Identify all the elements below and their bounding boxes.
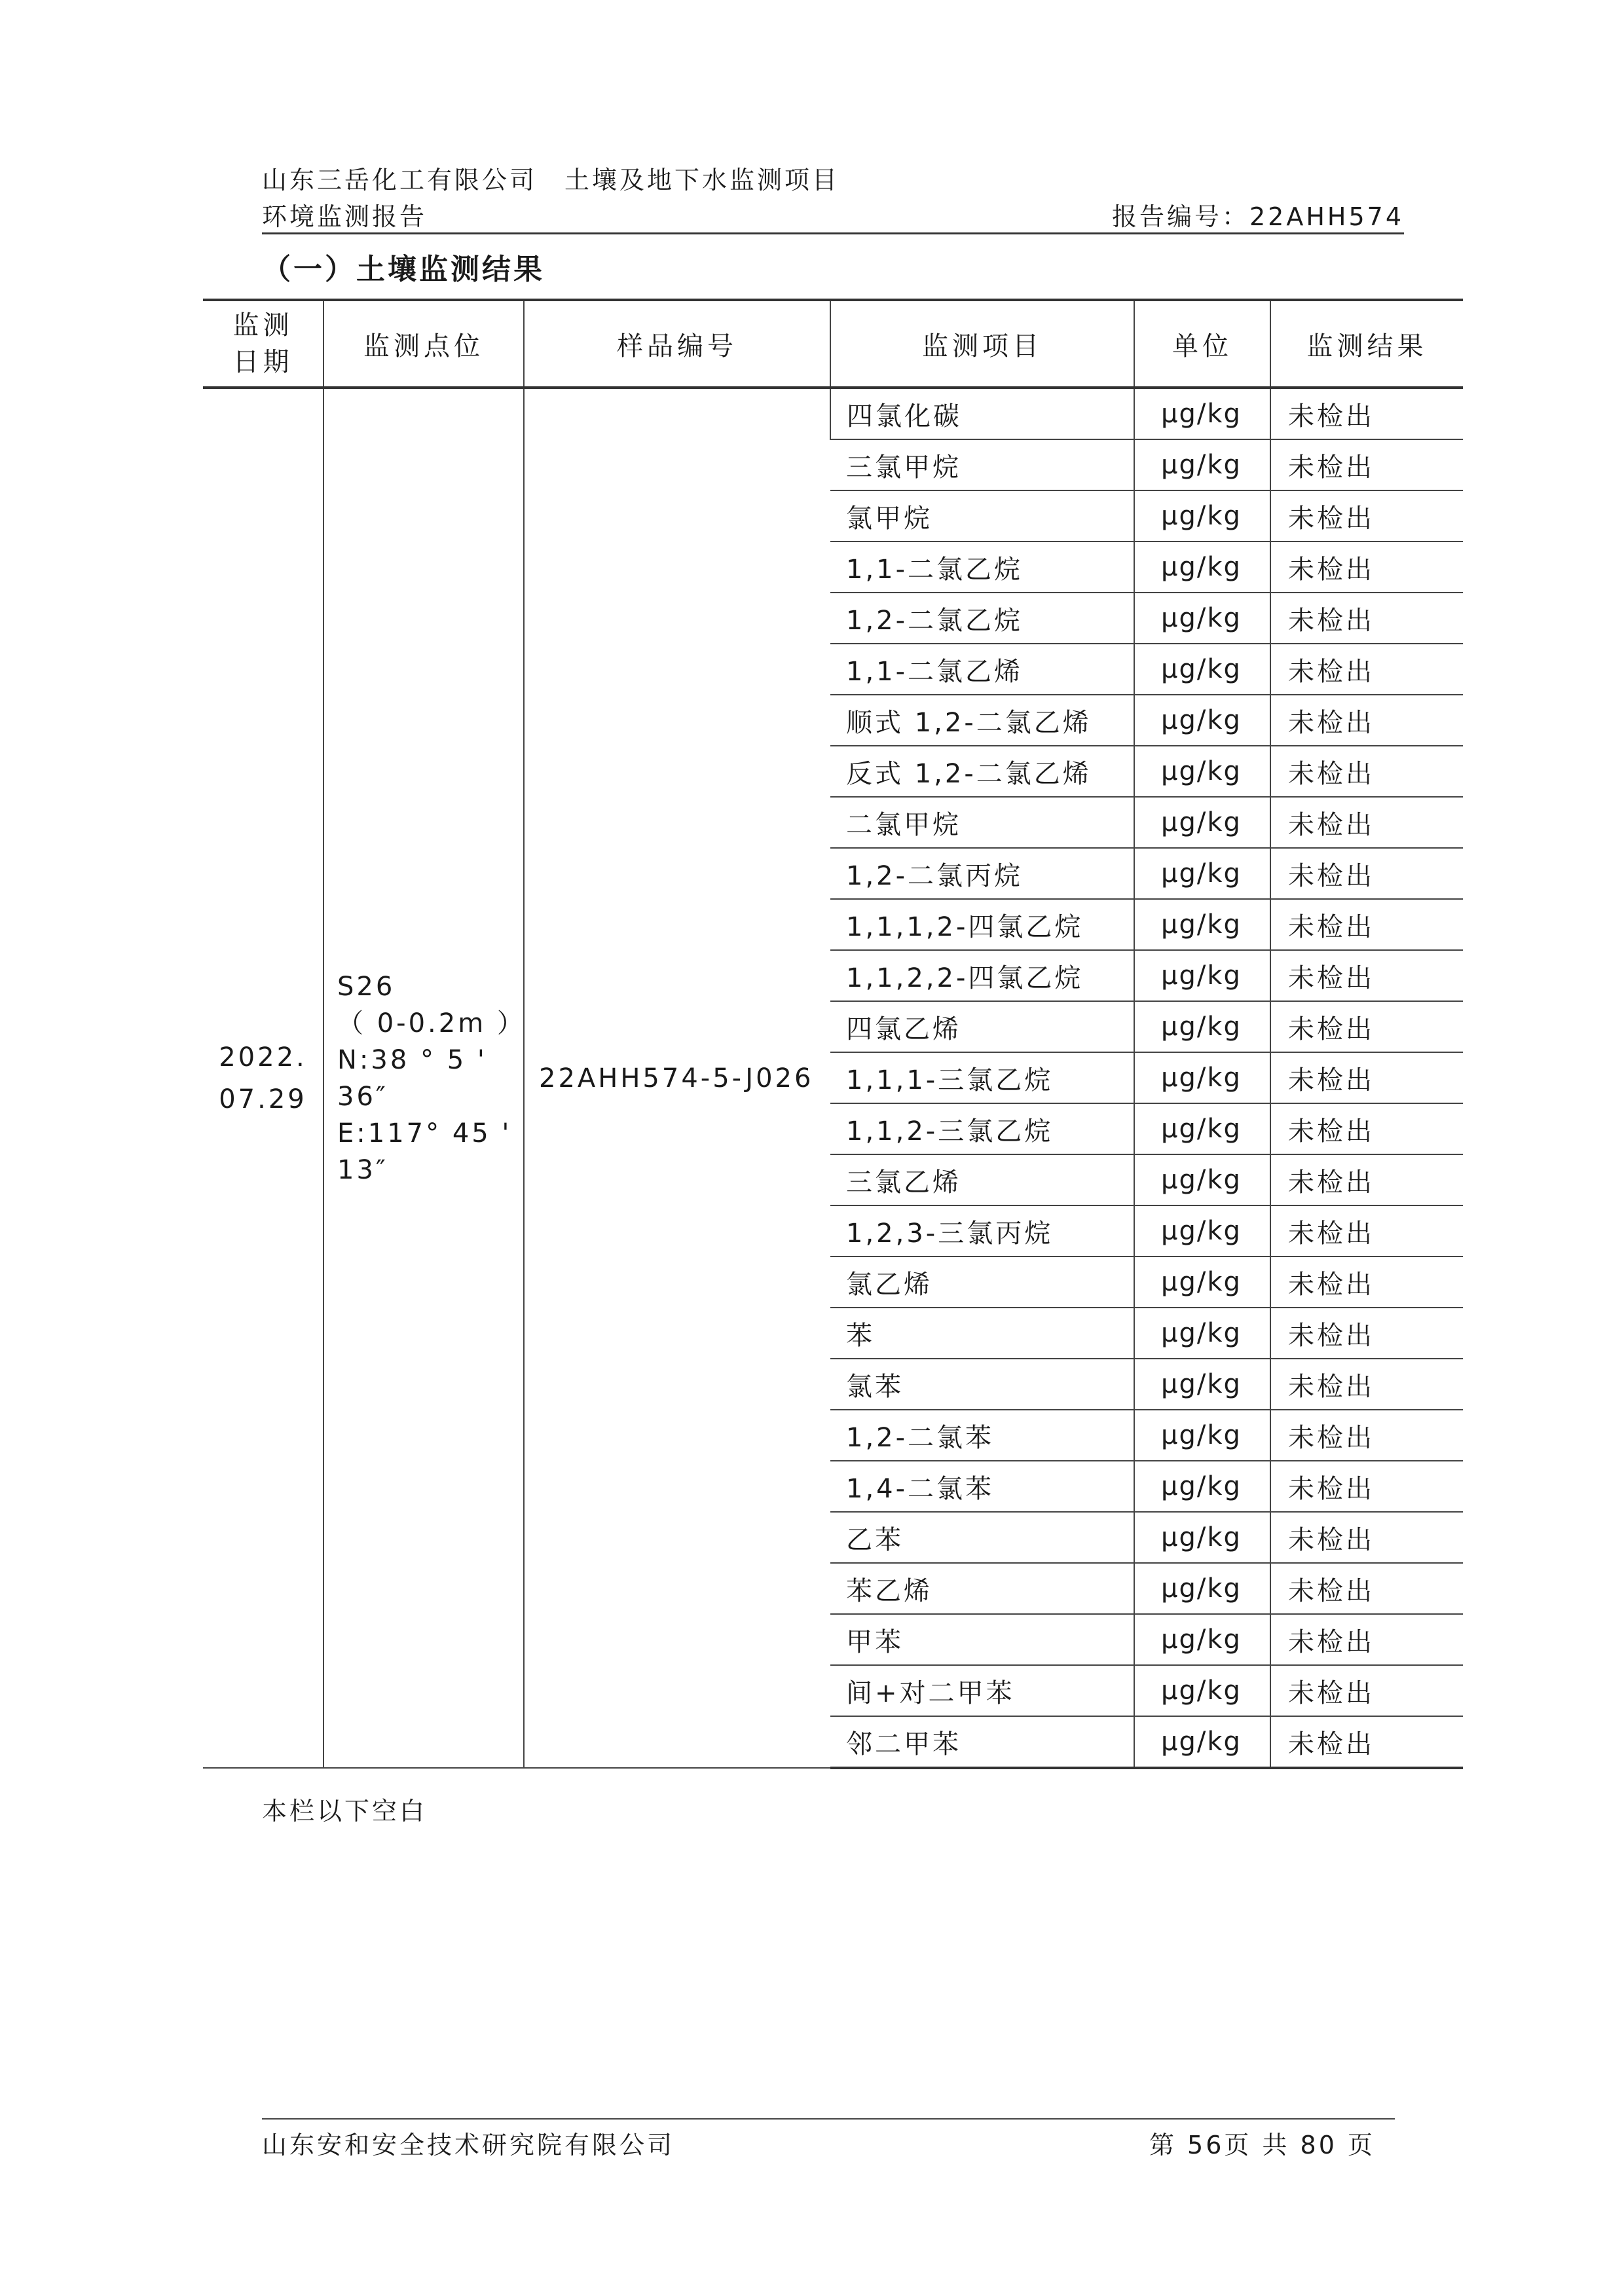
result: 未检出	[1270, 1563, 1463, 1614]
unit: μg/kg	[1134, 490, 1270, 542]
monitoring-item: 二氯甲烷	[830, 797, 1134, 848]
header-report-type: 环境监测报告	[262, 202, 428, 231]
unit: μg/kg	[1134, 950, 1270, 1001]
result: 未检出	[1270, 490, 1463, 542]
column-header-sample-id: 样品编号	[524, 300, 830, 388]
unit: μg/kg	[1134, 1308, 1270, 1359]
monitoring-item: 1,1-二氯乙烷	[830, 542, 1134, 593]
monitoring-item: 间+对二甲苯	[830, 1665, 1134, 1716]
result: 未检出	[1270, 644, 1463, 695]
monitoring-item: 顺式 1,2-二氯乙烯	[830, 695, 1134, 746]
result: 未检出	[1270, 899, 1463, 950]
unit: μg/kg	[1134, 797, 1270, 848]
result: 未检出	[1270, 1461, 1463, 1512]
monitoring-item: 1,2,3-三氯丙烷	[830, 1205, 1134, 1257]
monitoring-item: 1,1,2,2-四氯乙烷	[830, 950, 1134, 1001]
monitoring-item: 反式 1,2-二氯乙烯	[830, 746, 1134, 797]
monitoring-point-line: 36″	[337, 1081, 388, 1112]
result: 未检出	[1270, 797, 1463, 848]
result: 未检出	[1270, 1103, 1463, 1154]
soil-results-table	[203, 299, 1463, 1769]
result: 未检出	[1270, 1001, 1463, 1052]
column-header-result: 监测结果	[1270, 300, 1463, 388]
unit: μg/kg	[1134, 1257, 1270, 1308]
unit: μg/kg	[1134, 593, 1270, 644]
result: 未检出	[1270, 388, 1463, 439]
result: 未检出	[1270, 950, 1463, 1001]
monitoring-point-line: （ 0-0.2m ）	[337, 1008, 526, 1038]
unit: μg/kg	[1134, 1154, 1270, 1205]
monitoring-item: 三氯乙烯	[830, 1154, 1134, 1205]
result: 未检出	[1270, 1614, 1463, 1665]
result: 未检出	[1270, 848, 1463, 899]
result: 未检出	[1270, 1665, 1463, 1716]
result: 未检出	[1270, 1410, 1463, 1461]
monitoring-point-line: 13″	[337, 1154, 388, 1185]
monitoring-item: 1,1,1,2-四氯乙烷	[830, 899, 1134, 950]
monitoring-point	[323, 388, 524, 1768]
result: 未检出	[1270, 695, 1463, 746]
monitoring-item: 乙苯	[830, 1512, 1134, 1563]
unit: μg/kg	[1134, 1665, 1270, 1716]
section-title: （一）土壤监测结果	[262, 253, 545, 286]
monitoring-item: 三氯甲烷	[830, 439, 1134, 490]
monitoring-item: 1,4-二氯苯	[830, 1461, 1134, 1512]
unit: μg/kg	[1134, 1716, 1270, 1768]
header-project-title: 山东三岳化工有限公司 土壤及地下水监测项目	[262, 166, 840, 194]
monitoring-item: 苯乙烯	[830, 1563, 1134, 1614]
sample-id: 22AHH574-5-J026	[524, 388, 830, 1768]
unit: μg/kg	[1134, 644, 1270, 695]
result: 未检出	[1270, 1052, 1463, 1103]
result: 未检出	[1270, 1205, 1463, 1257]
result: 未检出	[1270, 439, 1463, 490]
result: 未检出	[1270, 593, 1463, 644]
column-header-item: 监测项目	[830, 300, 1134, 388]
result: 未检出	[1270, 1512, 1463, 1563]
monitoring-item: 四氯化碳	[830, 388, 1134, 439]
monitoring-point-line: S26	[337, 971, 396, 1002]
monitoring-item: 1,1,2-三氯乙烷	[830, 1103, 1134, 1154]
unit: μg/kg	[1134, 848, 1270, 899]
unit: μg/kg	[1134, 695, 1270, 746]
monitoring-item: 氯苯	[830, 1359, 1134, 1410]
monitoring-point-line: E:117° 45 '	[337, 1118, 512, 1148]
result: 未检出	[1270, 1308, 1463, 1359]
unit: μg/kg	[1134, 1614, 1270, 1665]
monitoring-point-line: N:38 ° 5 '	[337, 1044, 487, 1075]
monitoring-item: 1,2-二氯苯	[830, 1410, 1134, 1461]
result: 未检出	[1270, 1359, 1463, 1410]
result: 未检出	[1270, 1154, 1463, 1205]
table-header-row	[203, 300, 1463, 388]
monitoring-date: 2022. 07.29	[203, 388, 323, 1768]
unit: μg/kg	[1134, 1512, 1270, 1563]
unit: μg/kg	[1134, 1410, 1270, 1461]
result: 未检出	[1270, 746, 1463, 797]
monitoring-item: 1,1,1-三氯乙烷	[830, 1052, 1134, 1103]
unit: μg/kg	[1134, 388, 1270, 439]
table-row	[203, 388, 1463, 439]
monitoring-item: 甲苯	[830, 1614, 1134, 1665]
monitoring-item: 四氯乙烯	[830, 1001, 1134, 1052]
blank-below-note: 本栏以下空白	[262, 1797, 428, 1826]
unit: μg/kg	[1134, 746, 1270, 797]
footer-page-number: 第 56页 共 80 页	[1149, 2131, 1375, 2159]
monitoring-item: 1,1-二氯乙烯	[830, 644, 1134, 695]
column-header-point: 监测点位	[323, 300, 524, 388]
footer-divider	[262, 2118, 1395, 2120]
column-header-date: 监测 日期	[203, 300, 323, 388]
monitoring-item: 1,2-二氯丙烷	[830, 848, 1134, 899]
monitoring-item: 邻二甲苯	[830, 1716, 1134, 1768]
result: 未检出	[1270, 1716, 1463, 1768]
unit: μg/kg	[1134, 542, 1270, 593]
unit: μg/kg	[1134, 1563, 1270, 1614]
unit: μg/kg	[1134, 1461, 1270, 1512]
result: 未检出	[1270, 542, 1463, 593]
monitoring-item: 1,2-二氯乙烷	[830, 593, 1134, 644]
monitoring-item: 氯乙烯	[830, 1257, 1134, 1308]
monitoring-item: 氯甲烷	[830, 490, 1134, 542]
unit: μg/kg	[1134, 1052, 1270, 1103]
unit: μg/kg	[1134, 899, 1270, 950]
footer-company: 山东安和安全技术研究院有限公司	[262, 2131, 675, 2159]
header-report-number: 报告编号：22AHH574	[1111, 202, 1404, 231]
column-header-unit: 单位	[1134, 300, 1270, 388]
header-divider	[262, 232, 1404, 234]
unit: μg/kg	[1134, 439, 1270, 490]
unit: μg/kg	[1134, 1001, 1270, 1052]
result: 未检出	[1270, 1257, 1463, 1308]
unit: μg/kg	[1134, 1103, 1270, 1154]
unit: μg/kg	[1134, 1359, 1270, 1410]
unit: μg/kg	[1134, 1205, 1270, 1257]
monitoring-item: 苯	[830, 1308, 1134, 1359]
